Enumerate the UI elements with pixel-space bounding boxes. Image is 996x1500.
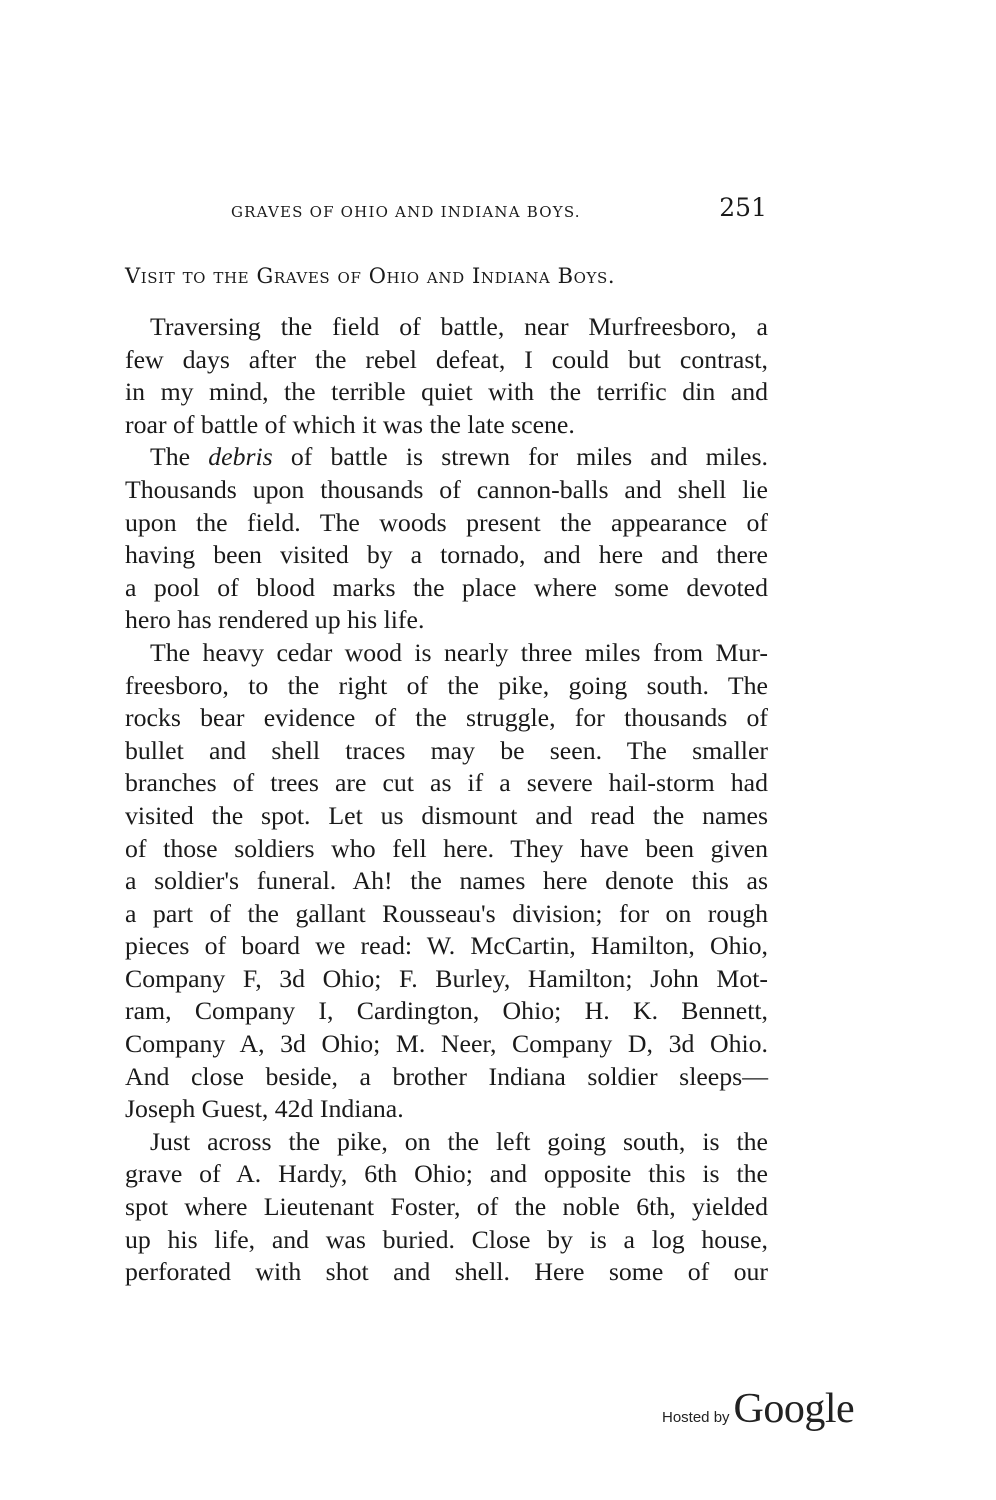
text-line: freesboro, to the right of the pike, going south. The [125, 670, 768, 700]
paragraph [125, 637, 768, 1126]
text-line: a soldier's funeral. Ah! the names here denote this as [125, 866, 768, 896]
hosted-by-watermark [662, 1385, 854, 1435]
body-text [125, 311, 768, 1289]
text-line: a part of the gallant Rousseau's division; for on rough [125, 898, 768, 928]
paragraph [125, 441, 768, 637]
running-head [231, 193, 767, 229]
text-line: Traversing the field of battle, near Murfreesboro, a [150, 312, 768, 341]
text-line: ram, Company I, Cardington, Ohio; H. K. Bennett, [125, 996, 768, 1026]
text-line: Company F, 3d Ohio; F. Burley, Hamilton; John Mot- [125, 963, 768, 993]
text-line: And close beside, a brother Indiana soldier sleeps— [125, 1061, 768, 1091]
paragraph [125, 311, 768, 441]
text-line: upon the field. The woods present the appearance of [125, 507, 768, 537]
text-line: spot where Lieutenant Foster, of the noble 6th, yielded [125, 1192, 768, 1222]
text-line: pieces of board we read: W. McCartin, Hamilton, Ohio, [125, 931, 768, 961]
text-line: grave of A. Hardy, 6th Ohio; and opposite this is the [125, 1159, 768, 1189]
text-line: of those soldiers who fell here. They have been given [125, 833, 768, 863]
google-logo: Google [733, 1386, 855, 1432]
text-line: up his life, and was buried. Close by is a log house, [125, 1224, 768, 1254]
section-title: Visit to the Graves of Ohio and Indiana Boys. [125, 264, 616, 288]
text-line: branches of trees are cut as if a severe hail-storm had [125, 768, 768, 798]
text-line [125, 441, 768, 474]
text-line: in my mind, the terrible quiet with the terrific din and [125, 377, 768, 407]
running-title: GRAVES OF OHIO AND INDIANA BOYS. [231, 203, 581, 221]
text-line: The heavy cedar wood is nearly three miles from Mur- [150, 637, 768, 667]
text-line: visited the spot. Let us dismount and read the names [125, 800, 768, 830]
text-line: few days after the rebel defeat, I could but contrast, [125, 344, 768, 374]
text-fragment: of battle is strewn for miles and miles. [272, 442, 768, 472]
text-line: Joseph Guest, 42d Indiana. [125, 1094, 404, 1124]
text-line: Company A, 3d Ohio; M. Neer, Company D, 3d Ohio. [125, 1029, 768, 1059]
text-line: Just across the pike, on the left going south, is the [150, 1126, 768, 1156]
hosted-label: Hosted by [662, 1409, 730, 1426]
text-line: having been visited by a tornado, and here and there [125, 540, 768, 570]
text-line: rocks bear evidence of the struggle, for thousands of [125, 703, 768, 733]
page-number: 251 [719, 193, 767, 222]
paragraph [125, 1126, 768, 1289]
text-line: roar of battle of which it was the late scene. [125, 409, 575, 439]
text-line: hero has rendered up his life. [125, 605, 425, 635]
text-line: perforated with shot and shell. Here some of our [125, 1257, 768, 1287]
text-line: Thousands upon thousands of cannon-balls and shell lie [125, 474, 768, 504]
text-line: a pool of blood marks the place where some devoted [125, 572, 768, 602]
italic-word: debris [208, 442, 273, 472]
text-line: bullet and shell traces may be seen. The smaller [125, 735, 768, 765]
text-fragment: The [150, 442, 209, 472]
